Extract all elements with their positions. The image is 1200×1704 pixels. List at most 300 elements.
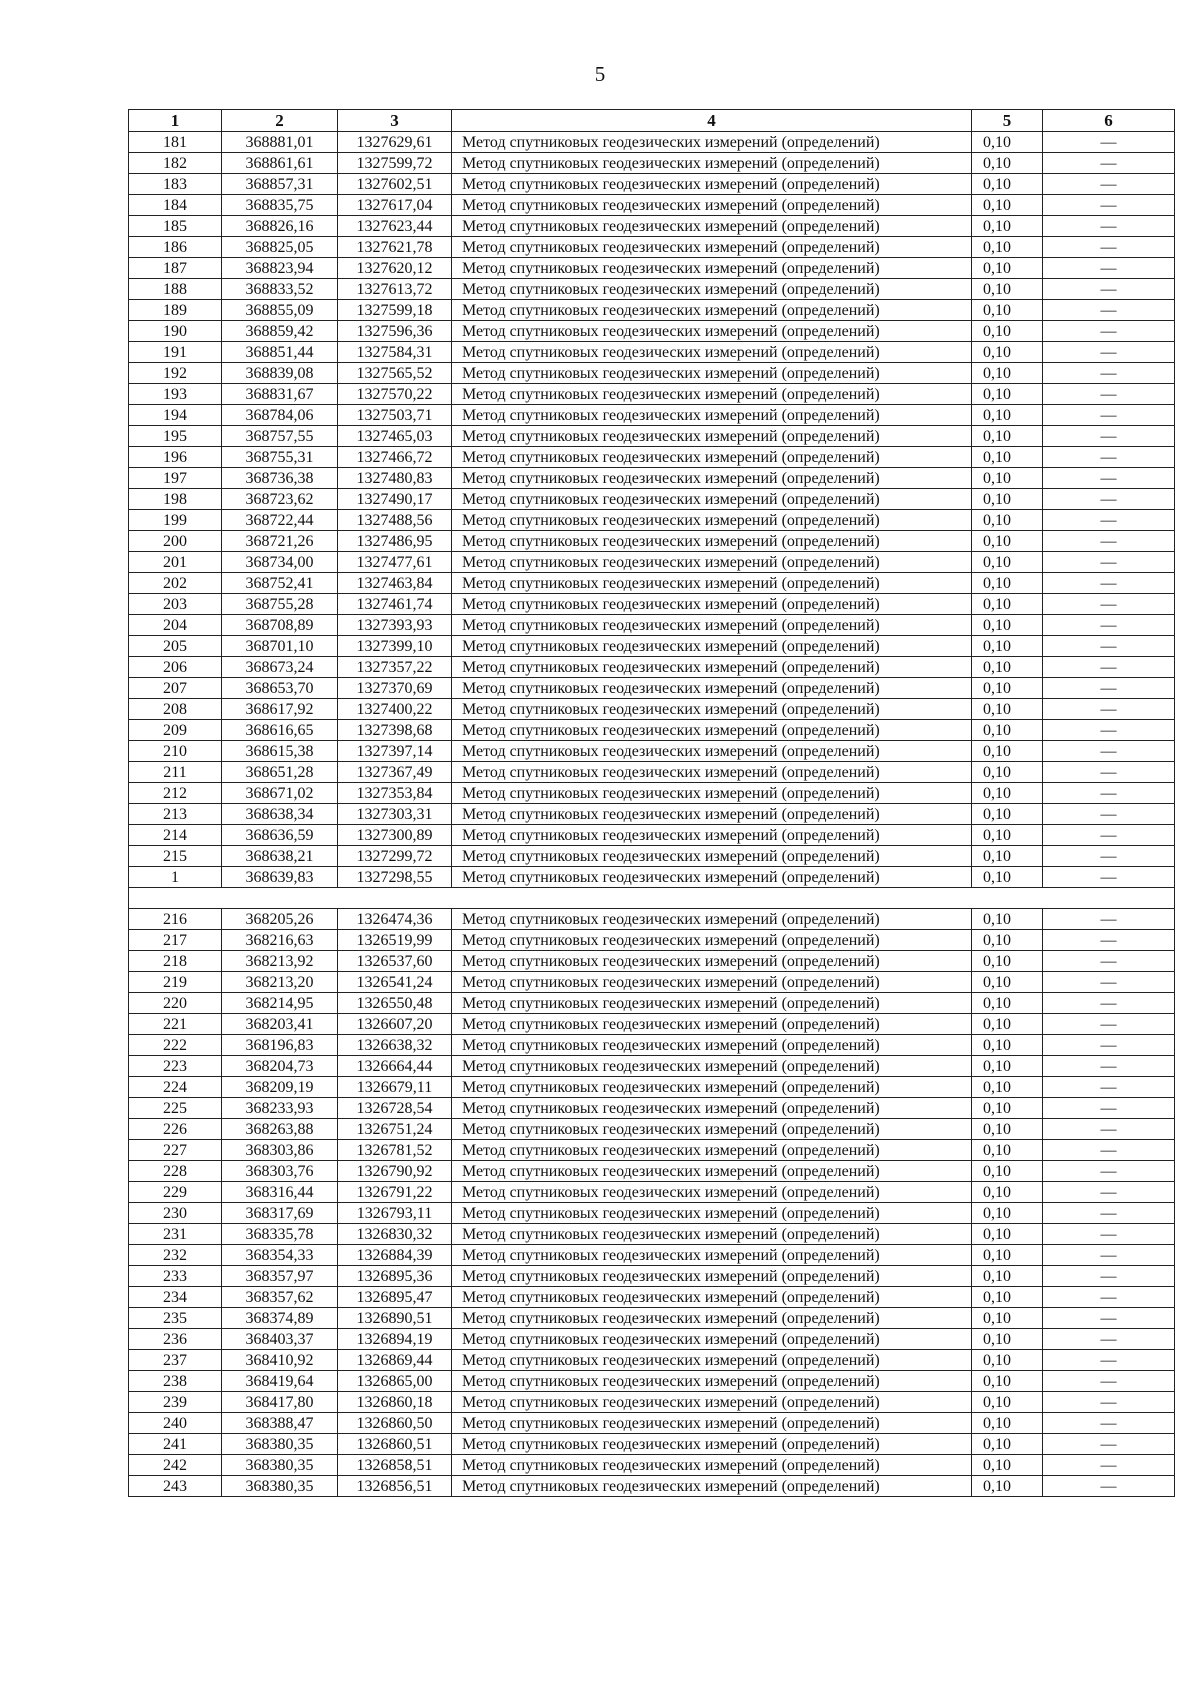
- coord-y: 1327461,74: [338, 594, 452, 615]
- header-col-3: 3: [338, 110, 452, 132]
- method-cell: Метод спутниковых геодезических измерений (определений): [452, 531, 972, 552]
- table-row: [129, 132, 1175, 153]
- dash-cell: —: [1043, 174, 1175, 195]
- coord-y: 1326884,39: [338, 1245, 452, 1266]
- coord-y: 1326781,52: [338, 1140, 452, 1161]
- dash-cell: —: [1043, 1035, 1175, 1056]
- table-row: [129, 1098, 1175, 1119]
- accuracy-cell: 0,10: [972, 258, 1043, 279]
- method-cell: Метод спутниковых геодезических измерений (определений): [452, 1182, 972, 1203]
- dash-cell: —: [1043, 1455, 1175, 1476]
- coord-y: 1327621,78: [338, 237, 452, 258]
- coord-y: 1327398,68: [338, 720, 452, 741]
- table-row: [129, 195, 1175, 216]
- table-row: [129, 1245, 1175, 1266]
- coord-x: 368233,93: [222, 1098, 338, 1119]
- coord-x: 368861,61: [222, 153, 338, 174]
- point-number: 228: [129, 1161, 222, 1182]
- method-cell: Метод спутниковых геодезических измерений (определений): [452, 720, 972, 741]
- coord-y: 1327400,22: [338, 699, 452, 720]
- coord-x: 368755,31: [222, 447, 338, 468]
- coord-y: 1326890,51: [338, 1308, 452, 1329]
- point-number: 193: [129, 384, 222, 405]
- table-row: [129, 552, 1175, 573]
- coord-x: 368721,26: [222, 531, 338, 552]
- coord-y: 1327570,22: [338, 384, 452, 405]
- coord-x: 368263,88: [222, 1119, 338, 1140]
- coord-y: 1327367,49: [338, 762, 452, 783]
- accuracy-cell: 0,10: [972, 930, 1043, 951]
- point-number: 195: [129, 426, 222, 447]
- dash-cell: —: [1043, 1182, 1175, 1203]
- table-row: [129, 762, 1175, 783]
- point-number: 192: [129, 363, 222, 384]
- coord-y: 1326830,32: [338, 1224, 452, 1245]
- point-number: 222: [129, 1035, 222, 1056]
- point-number: 208: [129, 699, 222, 720]
- group-separator-cell: [129, 888, 1175, 909]
- coord-y: 1327596,36: [338, 321, 452, 342]
- accuracy-cell: 0,10: [972, 1287, 1043, 1308]
- table-row: [129, 741, 1175, 762]
- point-number: 219: [129, 972, 222, 993]
- coord-x: 368203,41: [222, 1014, 338, 1035]
- coord-x: 368839,08: [222, 363, 338, 384]
- accuracy-cell: 0,10: [972, 1119, 1043, 1140]
- coord-y: 1327299,72: [338, 846, 452, 867]
- method-cell: Метод спутниковых геодезических измерений (определений): [452, 174, 972, 195]
- accuracy-cell: 0,10: [972, 1203, 1043, 1224]
- coord-x: 368419,64: [222, 1371, 338, 1392]
- coord-x: 368335,78: [222, 1224, 338, 1245]
- accuracy-cell: 0,10: [972, 783, 1043, 804]
- point-number: 233: [129, 1266, 222, 1287]
- dash-cell: —: [1043, 552, 1175, 573]
- coord-y: 1326860,18: [338, 1392, 452, 1413]
- coord-x: 368204,73: [222, 1056, 338, 1077]
- coord-y: 1326894,19: [338, 1329, 452, 1350]
- coord-y: 1326638,32: [338, 1035, 452, 1056]
- point-number: 181: [129, 132, 222, 153]
- coord-x: 368851,44: [222, 342, 338, 363]
- accuracy-cell: 0,10: [972, 342, 1043, 363]
- coord-x: 368784,06: [222, 405, 338, 426]
- coord-y: 1327503,71: [338, 405, 452, 426]
- table-row: [129, 1455, 1175, 1476]
- coord-x: 368823,94: [222, 258, 338, 279]
- table-row: [129, 279, 1175, 300]
- dash-cell: —: [1043, 1329, 1175, 1350]
- point-number: 232: [129, 1245, 222, 1266]
- coord-y: 1326895,36: [338, 1266, 452, 1287]
- accuracy-cell: 0,10: [972, 153, 1043, 174]
- dash-cell: —: [1043, 1350, 1175, 1371]
- dash-cell: —: [1043, 993, 1175, 1014]
- coord-x: 368673,24: [222, 657, 338, 678]
- dash-cell: —: [1043, 678, 1175, 699]
- accuracy-cell: 0,10: [972, 993, 1043, 1014]
- accuracy-cell: 0,10: [972, 1329, 1043, 1350]
- point-number: 229: [129, 1182, 222, 1203]
- coord-y: 1327477,61: [338, 552, 452, 573]
- point-number: 226: [129, 1119, 222, 1140]
- accuracy-cell: 0,10: [972, 804, 1043, 825]
- dash-cell: —: [1043, 1056, 1175, 1077]
- method-cell: Метод спутниковых геодезических измерений (определений): [452, 447, 972, 468]
- coord-x: 368701,10: [222, 636, 338, 657]
- dash-cell: —: [1043, 153, 1175, 174]
- dash-cell: —: [1043, 741, 1175, 762]
- coord-x: 368757,55: [222, 426, 338, 447]
- method-cell: Метод спутниковых геодезических измерений (определений): [452, 1035, 972, 1056]
- coord-y: 1327584,31: [338, 342, 452, 363]
- method-cell: Метод спутниковых геодезических измерений (определений): [452, 1392, 972, 1413]
- coord-x: 368736,38: [222, 468, 338, 489]
- dash-cell: —: [1043, 405, 1175, 426]
- coord-x: 368617,92: [222, 699, 338, 720]
- table-row: [129, 1329, 1175, 1350]
- table-row: [129, 867, 1175, 888]
- table-row: [129, 321, 1175, 342]
- coord-x: 368380,35: [222, 1434, 338, 1455]
- point-number: 238: [129, 1371, 222, 1392]
- dash-cell: —: [1043, 279, 1175, 300]
- point-number: 241: [129, 1434, 222, 1455]
- point-number: 236: [129, 1329, 222, 1350]
- coord-x: 368213,20: [222, 972, 338, 993]
- coord-x: 368855,09: [222, 300, 338, 321]
- table-row: [129, 972, 1175, 993]
- point-number: 189: [129, 300, 222, 321]
- dash-cell: —: [1043, 1476, 1175, 1497]
- dash-cell: —: [1043, 468, 1175, 489]
- point-number: 227: [129, 1140, 222, 1161]
- table-row: [129, 300, 1175, 321]
- coord-y: 1327480,83: [338, 468, 452, 489]
- coord-y: 1326751,24: [338, 1119, 452, 1140]
- coord-y: 1327620,12: [338, 258, 452, 279]
- table-row: [129, 174, 1175, 195]
- table-row: [129, 468, 1175, 489]
- point-number: 183: [129, 174, 222, 195]
- method-cell: Метод спутниковых геодезических измерений (определений): [452, 1077, 972, 1098]
- accuracy-cell: 0,10: [972, 1014, 1043, 1035]
- accuracy-cell: 0,10: [972, 1161, 1043, 1182]
- dash-cell: —: [1043, 1308, 1175, 1329]
- header-col-5: 5: [972, 110, 1043, 132]
- coord-x: 368825,05: [222, 237, 338, 258]
- accuracy-cell: 0,10: [972, 489, 1043, 510]
- coord-y: 1327602,51: [338, 174, 452, 195]
- method-cell: Метод спутниковых геодезических измерений (определений): [452, 552, 972, 573]
- table-row: [129, 363, 1175, 384]
- point-number: 184: [129, 195, 222, 216]
- coord-y: 1327397,14: [338, 741, 452, 762]
- table-row: [129, 1266, 1175, 1287]
- coord-y: 1326541,24: [338, 972, 452, 993]
- coord-x: 368196,83: [222, 1035, 338, 1056]
- accuracy-cell: 0,10: [972, 552, 1043, 573]
- dash-cell: —: [1043, 972, 1175, 993]
- accuracy-cell: 0,10: [972, 825, 1043, 846]
- accuracy-cell: 0,10: [972, 384, 1043, 405]
- table-row: [129, 615, 1175, 636]
- coord-y: 1326679,11: [338, 1077, 452, 1098]
- coord-y: 1327565,52: [338, 363, 452, 384]
- point-number: 194: [129, 405, 222, 426]
- table-row: [129, 804, 1175, 825]
- coord-y: 1326519,99: [338, 930, 452, 951]
- coord-x: 368615,38: [222, 741, 338, 762]
- coord-y: 1326550,48: [338, 993, 452, 1014]
- point-number: 207: [129, 678, 222, 699]
- coord-x: 368835,75: [222, 195, 338, 216]
- method-cell: Метод спутниковых геодезических измерений (определений): [452, 321, 972, 342]
- coord-x: 368638,34: [222, 804, 338, 825]
- point-number: 212: [129, 783, 222, 804]
- table-row: [129, 384, 1175, 405]
- method-cell: Метод спутниковых геодезических измерений (определений): [452, 1119, 972, 1140]
- table-row: [129, 1371, 1175, 1392]
- coord-x: 368752,41: [222, 573, 338, 594]
- accuracy-cell: 0,10: [972, 1413, 1043, 1434]
- coord-x: 368303,76: [222, 1161, 338, 1182]
- point-number: 214: [129, 825, 222, 846]
- method-cell: Метод спутниковых геодезических измерений (определений): [452, 783, 972, 804]
- table-row: [129, 426, 1175, 447]
- dash-cell: —: [1043, 699, 1175, 720]
- coord-x: 368859,42: [222, 321, 338, 342]
- method-cell: Метод спутниковых геодезических измерений (определений): [452, 741, 972, 762]
- coord-x: 368380,35: [222, 1476, 338, 1497]
- point-number: 216: [129, 909, 222, 930]
- accuracy-cell: 0,10: [972, 1098, 1043, 1119]
- accuracy-cell: 0,10: [972, 699, 1043, 720]
- method-cell: Метод спутниковых геодезических измерений (определений): [452, 573, 972, 594]
- table-body: [129, 132, 1175, 1497]
- accuracy-cell: 0,10: [972, 1224, 1043, 1245]
- method-cell: Метод спутниковых геодезических измерений (определений): [452, 1245, 972, 1266]
- table-row: [129, 489, 1175, 510]
- method-cell: Метод спутниковых геодезических измерений (определений): [452, 1329, 972, 1350]
- accuracy-cell: 0,10: [972, 846, 1043, 867]
- method-cell: Метод спутниковых геодезических измерений (определений): [452, 1161, 972, 1182]
- method-cell: Метод спутниковых геодезических измерений (определений): [452, 762, 972, 783]
- accuracy-cell: 0,10: [972, 1056, 1043, 1077]
- method-cell: Метод спутниковых геодезических измерений (определений): [452, 1413, 972, 1434]
- method-cell: Метод спутниковых геодезических измерений (определений): [452, 1434, 972, 1455]
- coord-x: 368357,97: [222, 1266, 338, 1287]
- table-row: [129, 1476, 1175, 1497]
- dash-cell: —: [1043, 237, 1175, 258]
- coord-y: 1327370,69: [338, 678, 452, 699]
- method-cell: Метод спутниковых геодезических измерений (определений): [452, 867, 972, 888]
- coord-x: 368653,70: [222, 678, 338, 699]
- method-cell: Метод спутниковых геодезических измерений (определений): [452, 1371, 972, 1392]
- method-cell: Метод спутниковых геодезических измерений (определений): [452, 804, 972, 825]
- method-cell: Метод спутниковых геодезических измерений (определений): [452, 657, 972, 678]
- point-number: 211: [129, 762, 222, 783]
- table-row: [129, 1119, 1175, 1140]
- dash-cell: —: [1043, 1287, 1175, 1308]
- table-row: [129, 1434, 1175, 1455]
- method-cell: Метод спутниковых геодезических измерений (определений): [452, 468, 972, 489]
- accuracy-cell: 0,10: [972, 426, 1043, 447]
- coord-y: 1326865,00: [338, 1371, 452, 1392]
- point-number: 223: [129, 1056, 222, 1077]
- dash-cell: —: [1043, 363, 1175, 384]
- point-number: 220: [129, 993, 222, 1014]
- accuracy-cell: 0,10: [972, 1476, 1043, 1497]
- accuracy-cell: 0,10: [972, 636, 1043, 657]
- coord-y: 1327490,17: [338, 489, 452, 510]
- coord-x: 368755,28: [222, 594, 338, 615]
- coord-y: 1326728,54: [338, 1098, 452, 1119]
- method-cell: Метод спутниковых геодезических измерений (определений): [452, 1056, 972, 1077]
- dash-cell: —: [1043, 1371, 1175, 1392]
- point-number: 240: [129, 1413, 222, 1434]
- dash-cell: —: [1043, 951, 1175, 972]
- coord-x: 368833,52: [222, 279, 338, 300]
- table-row: [129, 657, 1175, 678]
- point-number: 213: [129, 804, 222, 825]
- accuracy-cell: 0,10: [972, 531, 1043, 552]
- table-row: [129, 1140, 1175, 1161]
- table-row: [129, 699, 1175, 720]
- coord-y: 1327599,72: [338, 153, 452, 174]
- coord-y: 1326856,51: [338, 1476, 452, 1497]
- coord-x: 368722,44: [222, 510, 338, 531]
- method-cell: Метод спутниковых геодезических измерений (определений): [452, 300, 972, 321]
- method-cell: Метод спутниковых геодезических измерений (определений): [452, 594, 972, 615]
- coord-y: 1327357,22: [338, 657, 452, 678]
- accuracy-cell: 0,10: [972, 972, 1043, 993]
- coord-y: 1326858,51: [338, 1455, 452, 1476]
- dash-cell: —: [1043, 321, 1175, 342]
- accuracy-cell: 0,10: [972, 510, 1043, 531]
- point-number: 234: [129, 1287, 222, 1308]
- coord-x: 368410,92: [222, 1350, 338, 1371]
- coord-x: 368380,35: [222, 1455, 338, 1476]
- accuracy-cell: 0,10: [972, 363, 1043, 384]
- accuracy-cell: 0,10: [972, 1035, 1043, 1056]
- point-number: 204: [129, 615, 222, 636]
- accuracy-cell: 0,10: [972, 195, 1043, 216]
- method-cell: Метод спутниковых геодезических измерений (определений): [452, 993, 972, 1014]
- method-cell: Метод спутниковых геодезических измерений (определений): [452, 1266, 972, 1287]
- table-row: [129, 678, 1175, 699]
- point-number: 242: [129, 1455, 222, 1476]
- coord-x: 368831,67: [222, 384, 338, 405]
- dash-cell: —: [1043, 615, 1175, 636]
- point-number: 235: [129, 1308, 222, 1329]
- coord-y: 1326791,22: [338, 1182, 452, 1203]
- point-number: 1: [129, 867, 222, 888]
- table-header: [129, 110, 1175, 132]
- coord-x: 368213,92: [222, 951, 338, 972]
- accuracy-cell: 0,10: [972, 447, 1043, 468]
- coord-y: 1327298,55: [338, 867, 452, 888]
- table-row: [129, 153, 1175, 174]
- accuracy-cell: 0,10: [972, 1392, 1043, 1413]
- point-number: 218: [129, 951, 222, 972]
- coord-x: 368209,19: [222, 1077, 338, 1098]
- accuracy-cell: 0,10: [972, 1308, 1043, 1329]
- accuracy-cell: 0,10: [972, 132, 1043, 153]
- coord-y: 1326537,60: [338, 951, 452, 972]
- accuracy-cell: 0,10: [972, 1434, 1043, 1455]
- dash-cell: —: [1043, 573, 1175, 594]
- accuracy-cell: 0,10: [972, 174, 1043, 195]
- dash-cell: —: [1043, 804, 1175, 825]
- coord-y: 1326664,44: [338, 1056, 452, 1077]
- point-number: 215: [129, 846, 222, 867]
- method-cell: Метод спутниковых геодезических измерений (определений): [452, 342, 972, 363]
- method-cell: Метод спутниковых геодезических измерений (определений): [452, 678, 972, 699]
- dash-cell: —: [1043, 720, 1175, 741]
- point-number: 230: [129, 1203, 222, 1224]
- accuracy-cell: 0,10: [972, 909, 1043, 930]
- coord-x: 368638,21: [222, 846, 338, 867]
- table-row: [129, 1035, 1175, 1056]
- accuracy-cell: 0,10: [972, 657, 1043, 678]
- point-number: 199: [129, 510, 222, 531]
- dash-cell: —: [1043, 258, 1175, 279]
- table-row: [129, 573, 1175, 594]
- coord-x: 368303,86: [222, 1140, 338, 1161]
- coord-x: 368216,63: [222, 930, 338, 951]
- coord-x: 368317,69: [222, 1203, 338, 1224]
- method-cell: Метод спутниковых геодезических измерений (определений): [452, 195, 972, 216]
- dash-cell: —: [1043, 1119, 1175, 1140]
- dash-cell: —: [1043, 594, 1175, 615]
- table-row: [129, 447, 1175, 468]
- coord-y: 1327399,10: [338, 636, 452, 657]
- method-cell: Метод спутниковых геодезических измерений (определений): [452, 1098, 972, 1119]
- accuracy-cell: 0,10: [972, 615, 1043, 636]
- method-cell: Метод спутниковых геодезических измерений (определений): [452, 972, 972, 993]
- dash-cell: —: [1043, 384, 1175, 405]
- dash-cell: —: [1043, 342, 1175, 363]
- point-number: 196: [129, 447, 222, 468]
- method-cell: Метод спутниковых геодезических измерений (определений): [452, 615, 972, 636]
- accuracy-cell: 0,10: [972, 951, 1043, 972]
- accuracy-cell: 0,10: [972, 1455, 1043, 1476]
- coord-x: 368639,83: [222, 867, 338, 888]
- point-number: 225: [129, 1098, 222, 1119]
- dash-cell: —: [1043, 447, 1175, 468]
- table-row: [129, 237, 1175, 258]
- coord-x: 368316,44: [222, 1182, 338, 1203]
- point-number: 205: [129, 636, 222, 657]
- dash-cell: —: [1043, 867, 1175, 888]
- coord-y: 1326607,20: [338, 1014, 452, 1035]
- accuracy-cell: 0,10: [972, 1182, 1043, 1203]
- coord-y: 1326793,11: [338, 1203, 452, 1224]
- page-number: 5: [594, 62, 606, 86]
- method-cell: Метод спутниковых геодезических измерений (определений): [452, 930, 972, 951]
- accuracy-cell: 0,10: [972, 1077, 1043, 1098]
- dash-cell: —: [1043, 930, 1175, 951]
- point-number: 186: [129, 237, 222, 258]
- point-number: 200: [129, 531, 222, 552]
- table-row: [129, 1413, 1175, 1434]
- accuracy-cell: 0,10: [972, 594, 1043, 615]
- header-col-4: 4: [452, 110, 972, 132]
- coord-y: 1327599,18: [338, 300, 452, 321]
- table-row: [129, 1350, 1175, 1371]
- table-row: [129, 510, 1175, 531]
